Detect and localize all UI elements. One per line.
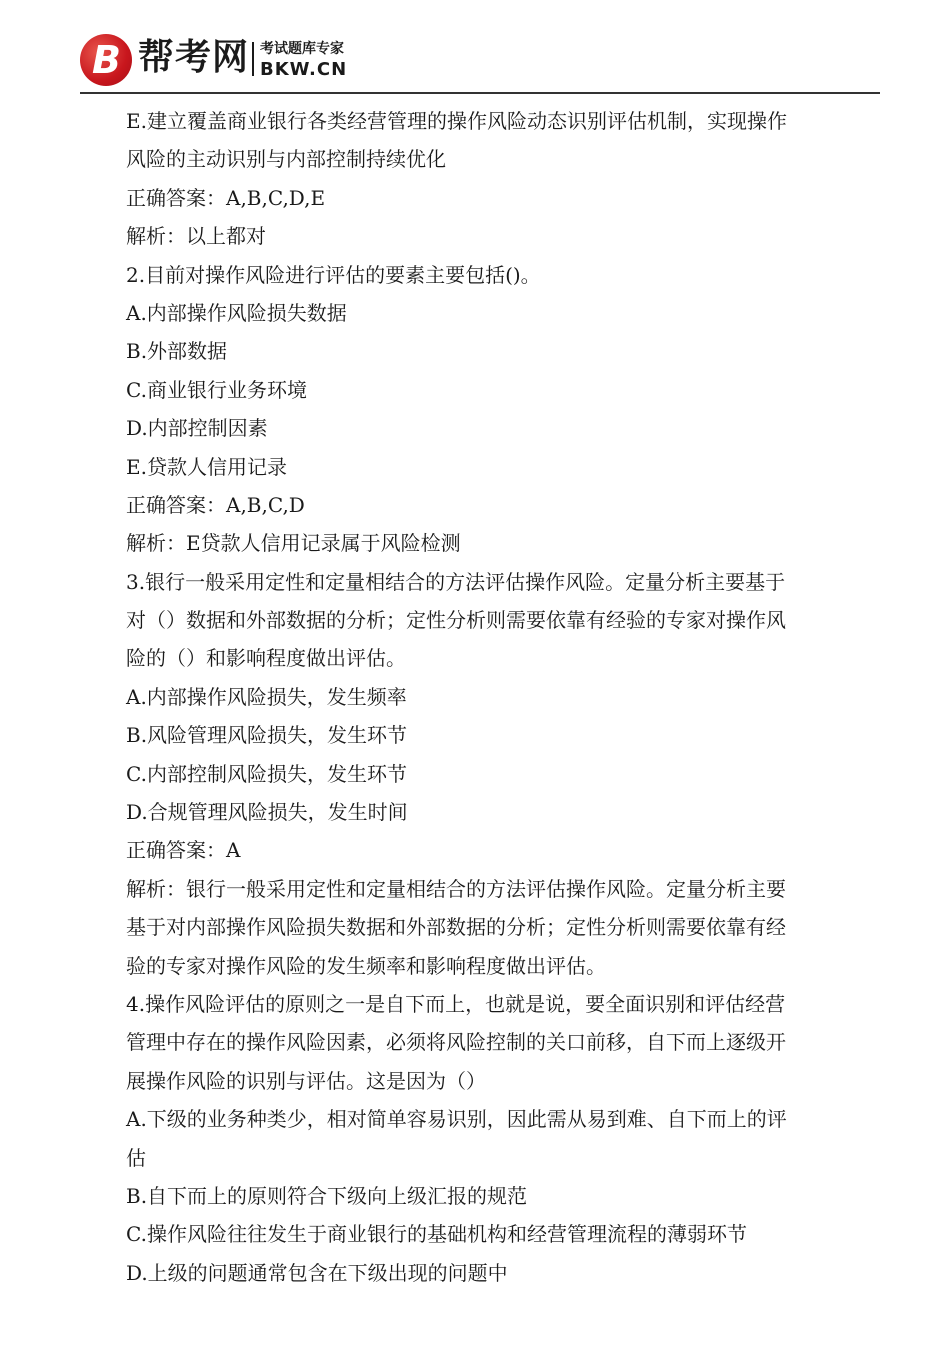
option-line: B.风险管理风险损失，发生环节	[126, 723, 408, 748]
answer-line: 正确答案：A,B,C,D,E	[126, 185, 326, 210]
question-line: 3.银行一般采用定性和定量相结合的方法评估操作风险。定量分析主要基于	[126, 569, 786, 594]
question-line: 险的（）和影响程度做出评估。	[126, 646, 406, 671]
option-line: D.内部控制因素	[126, 416, 268, 441]
option-line: A.内部操作风险损失数据	[126, 300, 347, 325]
text-line: E.建立覆盖商业银行各类经营管理的操作风险动态识别评估机制，实现操作	[126, 109, 787, 133]
explanation-line: 基于对内部操作风险损失数据和外部数据的分析；定性分析则需要依靠有经	[126, 915, 786, 940]
explanation-line: 解析：以上都对	[126, 224, 266, 249]
text-line: 风险的主动识别与内部控制持续优化	[126, 147, 446, 172]
question-line: 管理中存在的操作风险因素，必须将风险控制的关口前移，自下而上逐级开	[126, 1030, 786, 1055]
question-line: 展操作风险的识别与评估。这是因为（）	[126, 1068, 486, 1093]
question-line: 2.目前对操作风险进行评估的要素主要包括()。	[126, 262, 541, 287]
answer-line: 正确答案：A	[126, 838, 241, 863]
option-line: A.下级的业务种类少，相对简单容易识别，因此需从易到难、自下而上的评	[126, 1107, 787, 1132]
answer-line: 正确答案：A,B,C,D	[126, 492, 305, 517]
option-line: B.外部数据	[126, 339, 228, 364]
explanation-line: 解析：银行一般采用定性和定量相结合的方法评估操作风险。定量分析主要	[126, 876, 786, 901]
document-body	[126, 102, 866, 1292]
option-line: E.贷款人信用记录	[126, 454, 287, 479]
logo-letter: B	[92, 38, 121, 82]
logo-icon	[80, 34, 132, 86]
option-line: C.操作风险往往发生于商业银行的基础机构和经营管理流程的薄弱环节	[126, 1222, 747, 1247]
option-line: D.上级的问题通常包含在下级出现的问题中	[126, 1260, 508, 1285]
option-line: C.内部控制风险损失，发生环节	[126, 761, 407, 786]
question-line: 对（）数据和外部数据的分析；定性分析则需要依靠有经验的专家对操作风	[126, 608, 786, 633]
explanation-line: 验的专家对操作风险的发生频率和影响程度做出评估。	[126, 953, 606, 978]
question-line: 4.操作风险评估的原则之一是自下而上，也就是说，要全面识别和评估经营	[126, 991, 786, 1016]
option-line: B.自下而上的原则符合下级向上级汇报的规范	[126, 1183, 528, 1208]
logo-divider	[252, 42, 254, 76]
option-line: D.合规管理风险损失，发生时间	[126, 800, 408, 825]
page-header	[80, 28, 880, 92]
option-line: A.内部操作风险损失，发生频率	[126, 684, 407, 709]
option-line: 估	[126, 1145, 146, 1170]
logo-domain: BKW.CN	[260, 59, 348, 80]
explanation-line: 解析：E贷款人信用记录属于风险检测	[126, 531, 461, 556]
logo-slogan: 考试题库专家	[260, 41, 344, 57]
header-divider	[80, 92, 880, 94]
logo-name: 帮考网	[138, 37, 250, 78]
option-line: C.商业银行业务环境	[126, 377, 307, 402]
